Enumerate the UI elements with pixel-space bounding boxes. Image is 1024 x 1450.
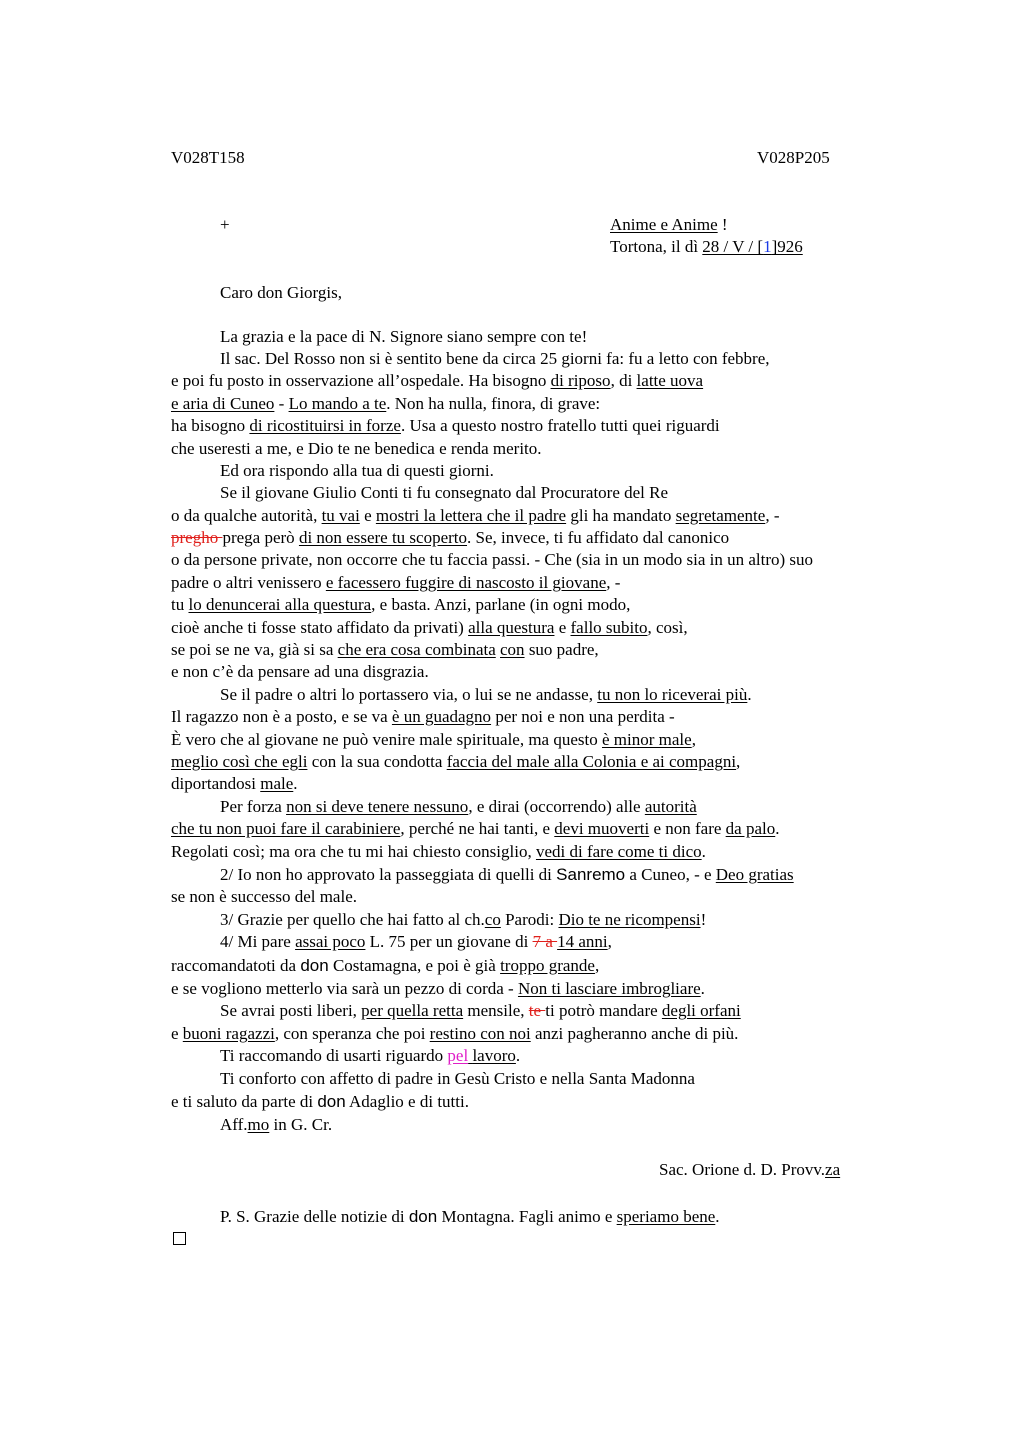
letter-line: Per forza non si deve tenere nessuno, e dirai (occorrendo) alle autorità <box>220 797 697 816</box>
closing: Aff.mo in G. Cr. <box>220 1115 333 1134</box>
motto: Anime e Anime ! <box>610 215 728 234</box>
letter-line: diportandosi male. <box>171 774 298 793</box>
letter-line: e ti saluto da parte di don Adaglio e di tutti. <box>171 1092 469 1111</box>
letter-line: o da persone private, non occorre che tu faccia passi. - Che (sia in un modo sia in un altro) suo <box>171 550 814 569</box>
letter-line: e aria di Cuneo - Lo mando a te. Non ha nulla, finora, di grave: <box>171 394 601 413</box>
document-code-left: V028T158 <box>171 148 245 167</box>
letter-line: se non è successo del male. <box>171 887 357 906</box>
letter-line: meglio così che egli con la sua condotta faccia del male alla Colonia e ai compagni, <box>171 752 741 771</box>
cross-mark: + <box>220 215 230 234</box>
letter-line: che useresti a me, e Dio te ne benedica e renda merito. <box>171 439 542 458</box>
letter-line: e se vogliono metterlo via sarà un pezzo di corda - Non ti lasciare imbrogliare. <box>171 979 705 998</box>
letter-line: 2/ Io non ho approvato la passeggiata di quelli di Sanremo a Cuneo, - e Deo gratias <box>220 865 794 884</box>
letter-line: padre o altri venissero e facessero fuggire di nascosto il giovane, - <box>171 573 621 592</box>
letter-line: se poi se ne va, già si sa che era cosa combinata con suo padre, <box>171 640 599 659</box>
letter-line: Il ragazzo non è a posto, e se va è un guadagno per noi e non una perdita - <box>171 707 675 726</box>
letter-line: Ed ora rispondo alla tua di questi giorni. <box>220 461 494 480</box>
letter-line: Se il padre o altri lo portassero via, o lui se ne andasse, tu non lo riceverai più. <box>220 685 752 704</box>
letter-line: Se avrai posti liberi, per quella retta mensile, te ti potrò mandare degli orfani <box>220 1001 741 1020</box>
deleted-text: pregho <box>171 528 223 547</box>
letter-line: che tu non puoi fare il carabiniere, perché ne hai tanti, e devi muoverti e non fare da palo. <box>171 819 780 838</box>
letter-line: Se il giovane Giulio Conti ti fu consegnato dal Procuratore del Re <box>220 483 669 502</box>
letter-line: o da qualche autorità, tu vai e mostri la lettera che il padre gli ha mandato segretamente, - <box>171 506 780 525</box>
end-square-icon <box>173 1232 186 1247</box>
letter-line: ha bisogno di ricostituirsi in forze. Usa a questo nostro fratello tutti quei riguardi <box>171 416 720 435</box>
greeting: Caro don Giorgis, <box>220 283 342 302</box>
deleted-text: te <box>528 1001 546 1020</box>
letter-line: La grazia e la pace di N. Signore siano sempre con te! <box>220 327 588 346</box>
letter-line: 4/ Mi pare assai poco L. 75 per un giovane di 7 a 14 anni, <box>220 932 612 951</box>
letter-line: tu lo denuncerai alla questura, e basta. Anzi, parlane (in ogni modo, <box>171 595 631 614</box>
letter-line: È vero che al giovane ne può venire male spirituale, ma questo è minor male, <box>171 730 696 749</box>
letter-line: Ti conforto con affetto di padre in Gesù Cristo e nella Santa Madonna <box>220 1069 695 1088</box>
signature: Sac. Orione d. D. Provv.za <box>659 1160 841 1179</box>
letter-line: raccomandatoti da don Costamagna, e poi è già troppo grande, <box>171 956 600 975</box>
letter-line: Ti raccomando di usarti riguardo pel lavoro. <box>220 1046 521 1065</box>
letter-line: 3/ Grazie per quello che hai fatto al ch.co Parodi: Dio te ne ricompensi! <box>220 910 707 929</box>
postscript: P. S. Grazie delle notizie di don Montagna. Fagli animo e speriamo bene. <box>220 1207 720 1226</box>
place-date: Tortona, il dì 28 / V / [1]926 <box>610 237 803 256</box>
letter-line: e non c’è da pensare ad una disgrazia. <box>171 662 429 681</box>
document-code-right: V028P205 <box>757 148 830 167</box>
letter-line: Regolati così; ma ora che tu mi hai chiesto consiglio, vedi di fare come ti dico. <box>171 842 706 861</box>
letter-line: pregho prega però di non essere tu scoperto. Se, invece, ti fu affidato dal canonico <box>171 528 730 547</box>
letter-line: e poi fu posto in osservazione all’ospedale. Ha bisogno di riposo, di latte uova <box>171 371 704 390</box>
letter-line: Il sac. Del Rosso non si è sentito bene da circa 25 giorni fa: fu a letto con febbre, <box>220 349 770 368</box>
letter-line: cioè anche ti fosse stato affidato da privati) alla questura e fallo subito, così, <box>171 618 688 637</box>
deleted-text: 7 a <box>532 932 558 951</box>
letter-line: e buoni ragazzi, con speranza che poi restino con noi anzi pagheranno anche di più. <box>171 1024 739 1043</box>
